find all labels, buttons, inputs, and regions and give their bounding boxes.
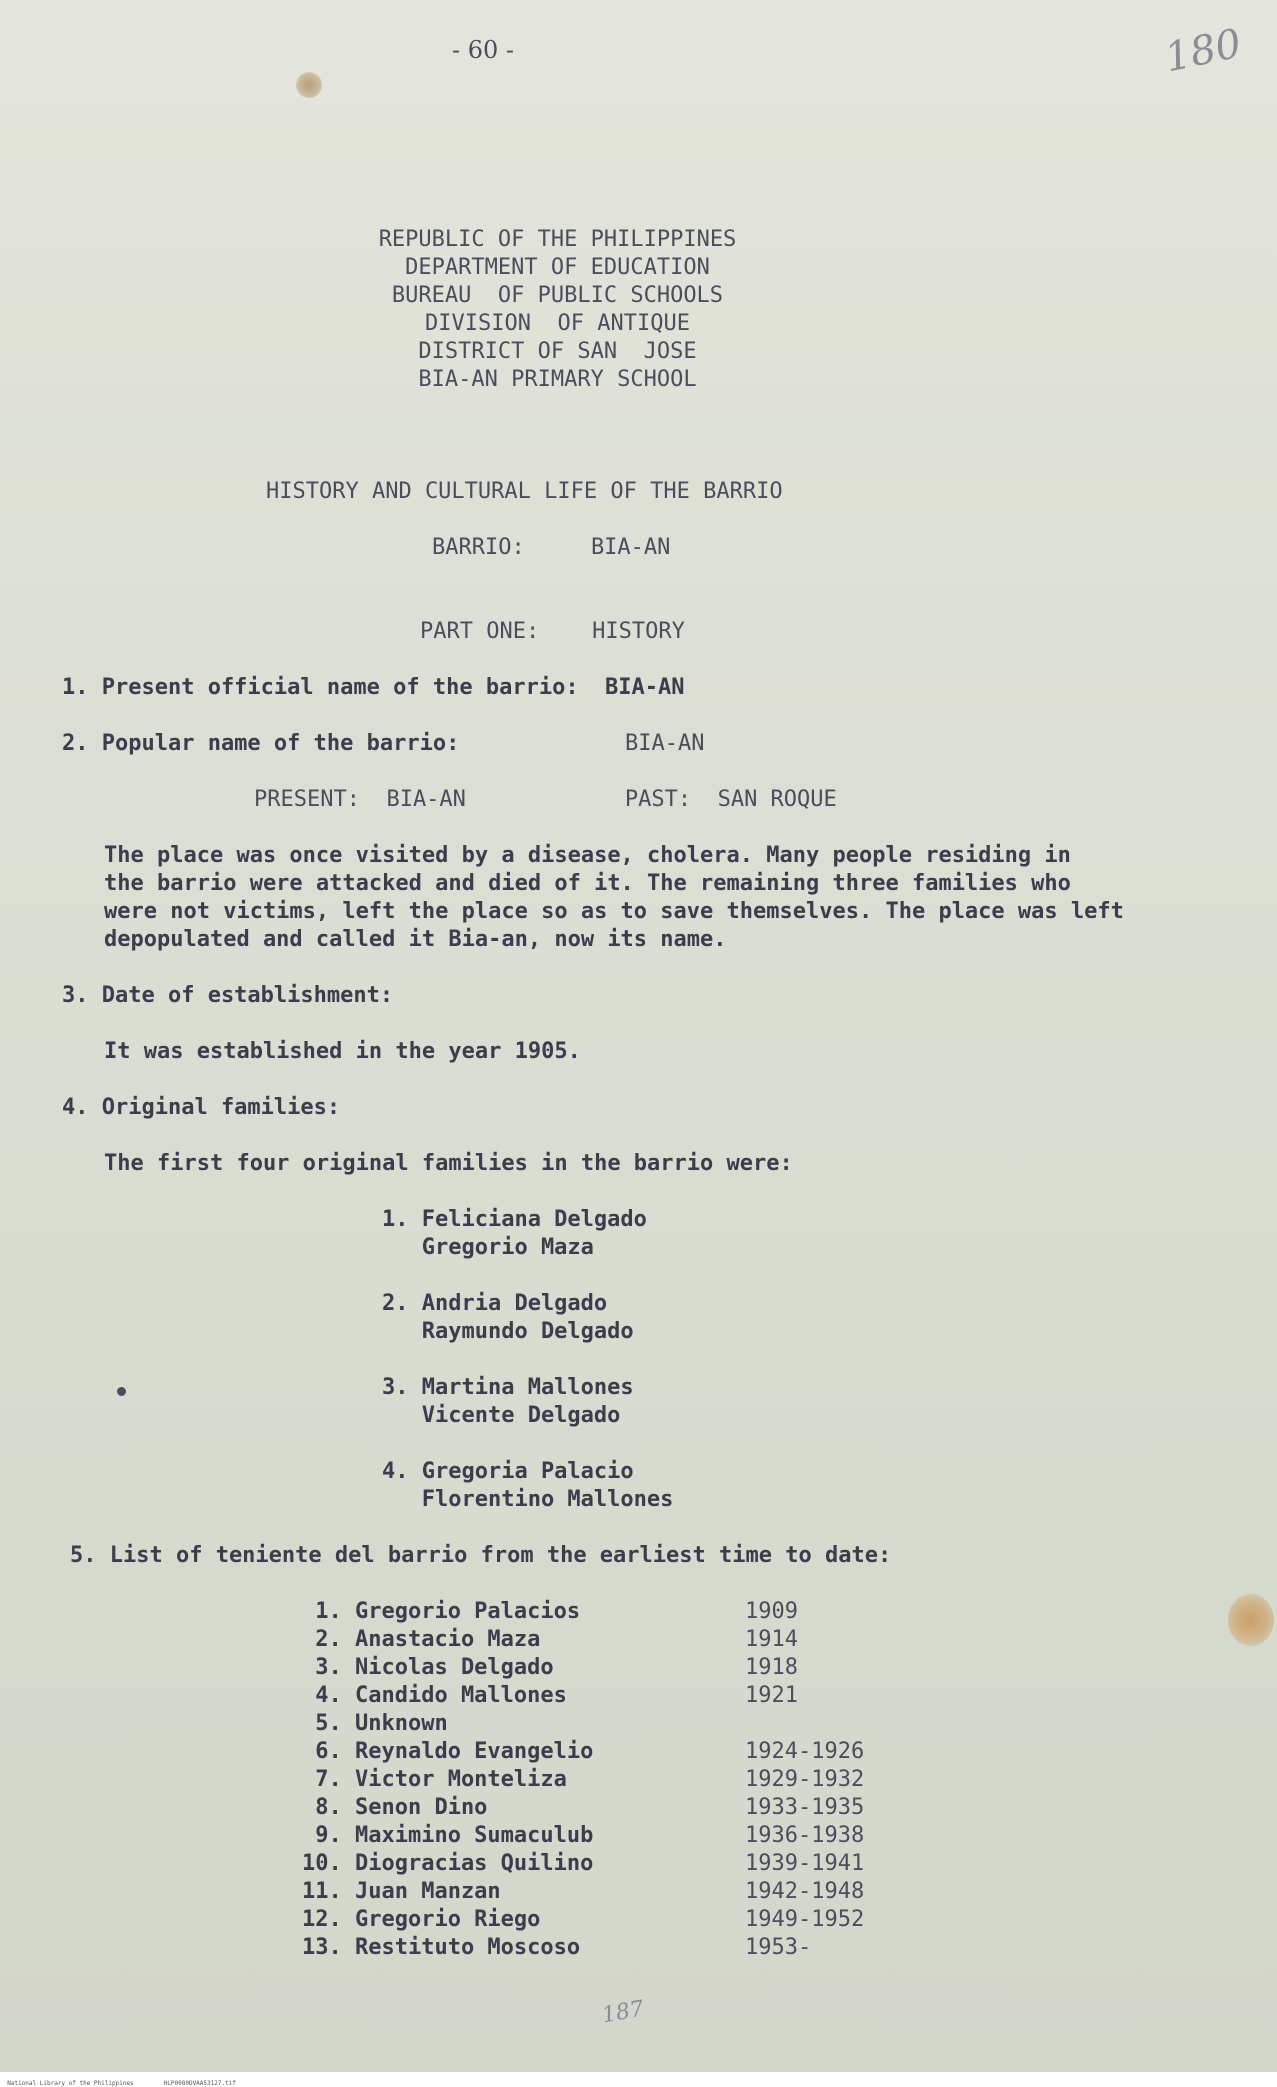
bottom-note: 187 — [600, 1996, 646, 2029]
question-4-intro: The first four original families in the barrio were: — [104, 1151, 793, 1176]
teniente-11-name: 11. Juan Manzan — [302, 1879, 501, 1904]
paragraph-line-3: were not victims, left the place so as to save themselves. The place was left — [104, 899, 1124, 924]
teniente-1-year: 1909 — [745, 1599, 798, 1624]
family-1-line-1: 1. Feliciana Delgado — [382, 1207, 647, 1232]
family-3-line-1: 3. Martina Mallones — [382, 1375, 634, 1400]
barrio-line: BARRIO: BIA-AN — [432, 535, 671, 560]
teniente-9-name: 9. Maximino Sumaculub — [302, 1823, 594, 1848]
paragraph-line-4: depopulated and called it Bia-an, now its name. — [104, 927, 727, 952]
corner-note: 180 — [1161, 20, 1246, 82]
teniente-5-name: 5. Unknown — [302, 1711, 448, 1736]
teniente-12-year: 1949-1952 — [745, 1907, 865, 1932]
teniente-8-year: 1933-1935 — [745, 1795, 865, 1820]
heading-line-2: DEPARTMENT OF EDUCATION — [405, 255, 710, 280]
teniente-8-name: 8. Senon Dino — [302, 1795, 488, 1820]
teniente-10-name: 10. Diogracias Quilino — [302, 1851, 594, 1876]
teniente-4-name: 4. Candido Mallones — [302, 1683, 567, 1708]
teniente-1-name: 1. Gregorio Palacios — [302, 1599, 581, 1624]
heading-line-3: BUREAU OF PUBLIC SCHOOLS — [391, 283, 724, 308]
question-2-value: BIA-AN — [625, 731, 705, 756]
heading-line-5: DISTRICT OF SAN JOSE — [418, 339, 697, 364]
question-1: 1. Present official name of the barrio: BIA-AN — [62, 675, 685, 700]
question-2-label: 2. Popular name of the barrio: — [62, 731, 460, 756]
footer-filename: HLP0080DVAA53127.tif — [163, 2080, 236, 2087]
document-title: HISTORY AND CULTURAL LIFE OF THE BARRIO — [266, 479, 783, 504]
question-3-answer: It was established in the year 1905. — [104, 1039, 581, 1064]
teniente-6-year: 1924-1926 — [745, 1739, 865, 1764]
teniente-4-year: 1921 — [745, 1683, 798, 1708]
teniente-6-name: 6. Reynaldo Evangelio — [302, 1739, 594, 1764]
teniente-2-name: 2. Anastacio Maza — [302, 1627, 541, 1652]
teniente-3-name: 3. Nicolas Delgado — [302, 1655, 554, 1680]
teniente-2-year: 1914 — [745, 1627, 798, 1652]
family-2-line-2: Raymundo Delgado — [382, 1319, 634, 1344]
question-4: 4. Original families: — [62, 1095, 341, 1120]
scan-footer — [0, 2073, 1277, 2087]
teniente-7-name: 7. Victor Monteliza — [302, 1767, 567, 1792]
page-number: - 60 - — [452, 36, 515, 64]
teniente-10-year: 1939-1941 — [745, 1851, 865, 1876]
family-3-line-2: Vicente Delgado — [382, 1403, 621, 1428]
question-5: 5. List of teniente del barrio from the earliest time to date: — [70, 1543, 892, 1568]
paragraph-line-1: The place was once visited by a disease, cholera. Many people residing in — [104, 843, 1071, 868]
question-3: 3. Date of establishment: — [62, 983, 394, 1008]
stray-mark — [117, 1387, 126, 1396]
teniente-9-year: 1936-1938 — [745, 1823, 865, 1848]
footer-library: National Library of the Philippines — [7, 2080, 134, 2087]
paragraph-line-2: the barrio were attacked and died of it. The remaining three families who — [104, 871, 1071, 896]
heading-line-6: BIA-AN PRIMARY SCHOOL — [418, 367, 697, 392]
teniente-11-year: 1942-1948 — [745, 1879, 865, 1904]
family-2-line-1: 2. Andria Delgado — [382, 1291, 608, 1316]
teniente-12-name: 12. Gregorio Riego — [302, 1907, 541, 1932]
family-4-line-2: Florentino Mallones — [382, 1487, 674, 1512]
teniente-7-year: 1929-1932 — [745, 1767, 865, 1792]
present-past-line: PRESENT: BIA-AN PAST: SAN ROQUE — [254, 787, 837, 812]
stain-spot — [1228, 1594, 1274, 1646]
teniente-13-year: 1953- — [745, 1935, 812, 1960]
heading-line-1: REPUBLIC OF THE PHILIPPINES — [378, 227, 737, 252]
teniente-13-name: 13. Restituto Moscoso — [302, 1935, 581, 1960]
part-line: PART ONE: HISTORY — [420, 619, 685, 644]
heading-line-4: DIVISION OF ANTIQUE — [425, 311, 690, 336]
teniente-3-year: 1918 — [745, 1655, 798, 1680]
ink-spot — [296, 72, 322, 98]
family-1-line-2: Gregorio Maza — [382, 1235, 594, 1260]
family-4-line-1: 4. Gregoria Palacio — [382, 1459, 634, 1484]
